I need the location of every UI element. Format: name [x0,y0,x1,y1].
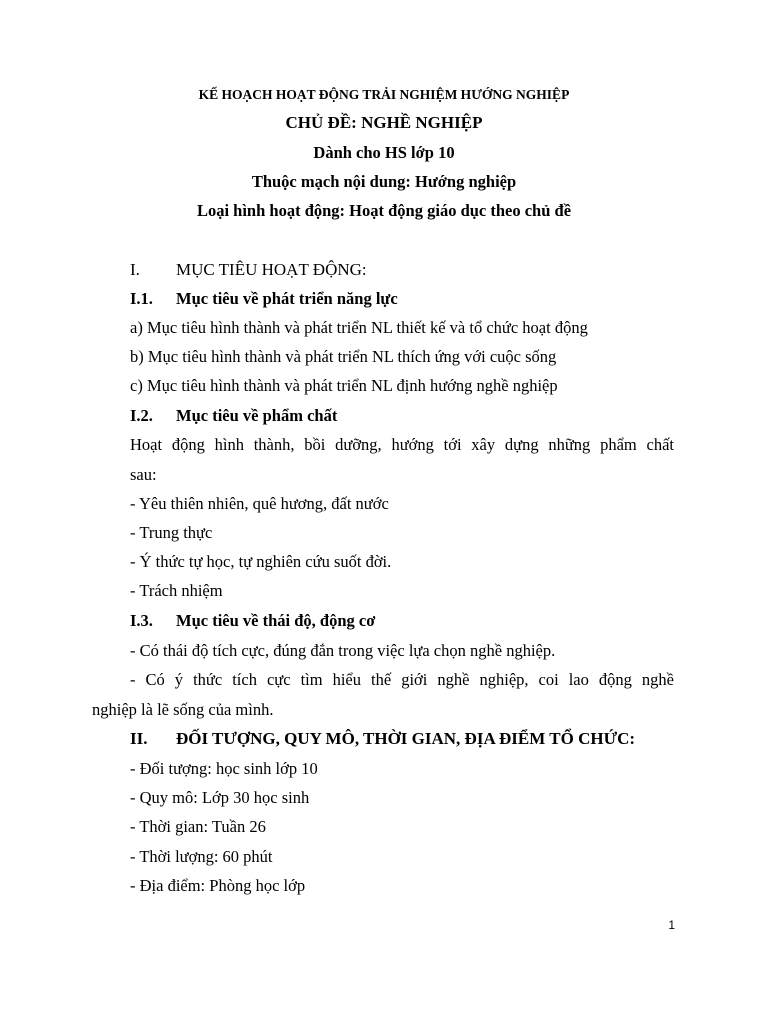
subsection-1-2-heading [130,406,337,426]
section-1-heading [130,260,367,280]
activity-type: Loại hình hoạt động: Hoạt động giáo dục theo chủ đề [196,201,572,220]
paragraph-line: - Có ý thức tích cực tìm hiểu thế giới nghề nghiệp, coi lao động nghề [130,670,674,689]
content-strand: Thuộc mạch nội dung: Hướng nghiệp [251,172,517,191]
list-item: - Trách nhiệm [130,581,223,600]
paragraph-line: nghiệp là lẽ sống của mình. [92,700,274,719]
paragraph-line: sau: [130,465,157,484]
subsection-1-1-title: Mục tiêu về phát triển năng lực [176,289,398,308]
page-number: 1 [668,918,675,932]
section-2-number: II. [130,729,148,748]
list-item: - Yêu thiên nhiên, quê hương, đất nước [130,494,389,513]
section-2-heading [130,729,635,749]
subsection-1-2-number: I.2. [130,406,153,425]
list-item: b) Mục tiêu hình thành và phát triển NL thích ứng với cuộc sống [130,347,557,366]
list-item: - Quy mô: Lớp 30 học sinh [130,788,310,807]
list-item: - Ý thức tự học, tự nghiên cứu suốt đời. [130,552,392,571]
plan-heading: KẾ HOẠCH HOẠT ĐỘNG TRẢI NGHIỆM HƯỚNG NGHIỆP [198,87,570,102]
subsection-1-3-title: Mục tiêu về thái độ, động cơ [176,611,376,630]
list-item: - Trung thực [130,523,213,542]
subsection-1-2-title: Mục tiêu về phẩm chất [176,406,338,425]
list-item: - Có thái độ tích cực, đúng đắn trong việc lựa chọn nghề nghiệp. [130,641,556,660]
target-grade: Dành cho HS lớp 10 [313,143,455,162]
subsection-1-1-heading [130,289,398,309]
list-item: - Thời gian: Tuần 26 [130,817,266,836]
subsection-1-3-heading [130,611,375,631]
list-item: c) Mục tiêu hình thành và phát triển NL định hướng nghề nghiệp [130,376,558,395]
paragraph-line: Hoạt động hình thành, bồi dưỡng, hướng tới xây dựng những phẩm chất [130,435,674,454]
subsection-1-3-number: I.3. [130,611,153,630]
list-item: - Đối tượng: học sinh lớp 10 [130,759,318,778]
list-item: - Thời lượng: 60 phút [130,847,273,866]
section-1-number: I. [130,260,140,279]
section-1-title: MỤC TIÊU HOẠT ĐỘNG: [176,260,367,279]
section-2-title: ĐỐI TƯỢNG, QUY MÔ, THỜI GIAN, ĐỊA ĐIỂM TỔ CHỨC: [176,729,636,748]
list-item: a) Mục tiêu hình thành và phát triển NL thiết kế và tổ chức hoạt động [130,318,588,337]
topic-title: CHỦ ĐỀ: NGHỀ NGHIỆP [285,113,483,132]
list-item: - Địa điểm: Phòng học lớp [130,876,306,895]
subsection-1-1-number: I.1. [130,289,153,308]
